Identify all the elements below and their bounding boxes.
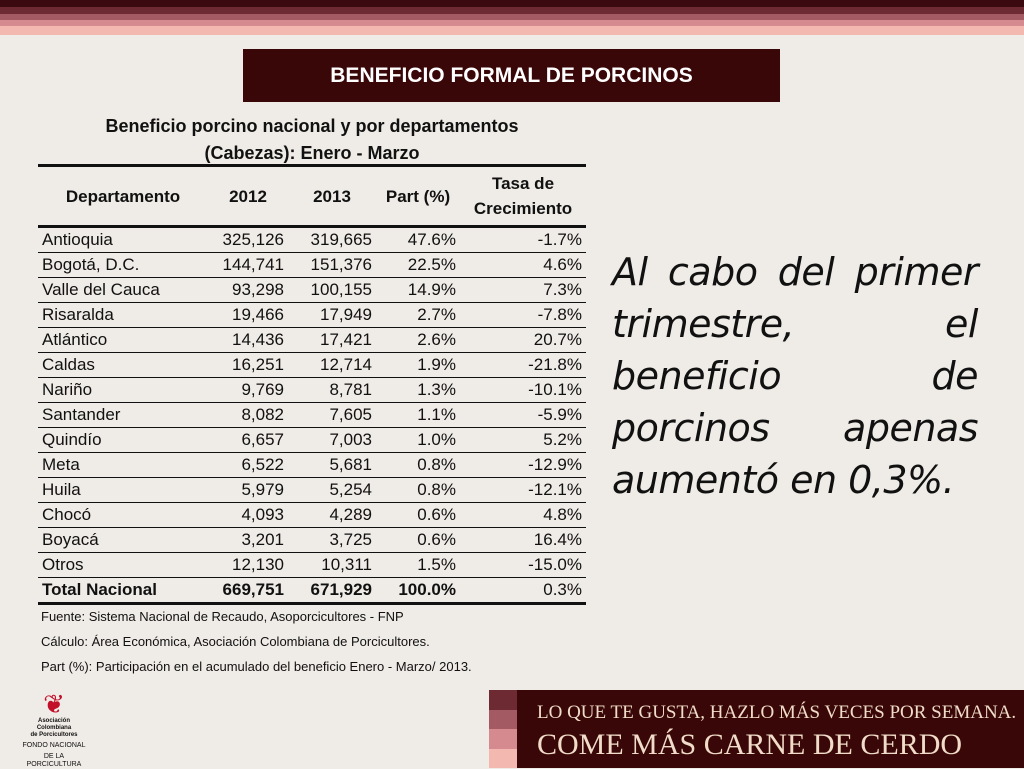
- cell-2013: 12,714: [288, 353, 376, 378]
- banner-headline: COME MÁS CARNE DE CERDO: [537, 728, 963, 761]
- data-table-wrapper: [38, 164, 586, 605]
- top-stripe-1: [0, 0, 1024, 7]
- cell-departamento: Total Nacional: [38, 578, 208, 604]
- banner-stripes: [489, 690, 517, 768]
- banner-slogan: LO QUE TE GUSTA, HAZLO MÁS VECES POR SEMANA.: [537, 702, 1017, 723]
- cell-2012: 669,751: [208, 578, 288, 604]
- cell-departamento: Santander: [38, 403, 208, 428]
- cell-departamento: Atlántico: [38, 328, 208, 353]
- table-title-line-2: (Cabezas): Enero - Marzo: [204, 143, 420, 163]
- header-2012: 2012: [208, 166, 288, 227]
- cell-2013: 10,311: [288, 553, 376, 578]
- cell-tasa: 7.3%: [460, 278, 586, 303]
- note-calculation: Cálculo: Área Económica, Asociación Colombiana de Porcicultores.: [41, 634, 430, 649]
- cell-2012: 16,251: [208, 353, 288, 378]
- pig-logo-icon: ❦: [43, 689, 65, 719]
- cell-part: 1.9%: [376, 353, 460, 378]
- table-row: [38, 227, 586, 253]
- cell-departamento: Chocó: [38, 503, 208, 528]
- cell-tasa: 4.6%: [460, 253, 586, 278]
- cell-tasa: -12.9%: [460, 453, 586, 478]
- cell-2012: 5,979: [208, 478, 288, 503]
- cell-2012: 325,126: [208, 227, 288, 253]
- cell-departamento: Bogotá, D.C.: [38, 253, 208, 278]
- cell-tasa: 20.7%: [460, 328, 586, 353]
- table-row: [38, 403, 586, 428]
- cell-2013: 17,949: [288, 303, 376, 328]
- cell-tasa: 16.4%: [460, 528, 586, 553]
- logo-org-line-3: de Porcicultores: [30, 732, 78, 738]
- slide-title: BENEFICIO FORMAL DE PORCINOS: [243, 49, 780, 102]
- cell-departamento: Antioquia: [38, 227, 208, 253]
- table-row: [38, 453, 586, 478]
- table-row: [38, 378, 586, 403]
- cell-tasa: -21.8%: [460, 353, 586, 378]
- cell-tasa: 5.2%: [460, 428, 586, 453]
- table-row: [38, 428, 586, 453]
- cell-tasa: -5.9%: [460, 403, 586, 428]
- cell-tasa: 4.8%: [460, 503, 586, 528]
- table-row: [38, 303, 586, 328]
- cell-part: 0.6%: [376, 528, 460, 553]
- header-tasa-line-2: Crecimiento: [473, 199, 573, 218]
- cell-2013: 5,254: [288, 478, 376, 503]
- cell-departamento: Boyacá: [38, 528, 208, 553]
- table-row: [38, 503, 586, 528]
- cell-2012: 19,466: [208, 303, 288, 328]
- table-row: [38, 478, 586, 503]
- header-departamento: Departamento: [38, 166, 208, 227]
- logo-org-line-1: Asociación: [37, 718, 70, 724]
- cell-2012: 144,741: [208, 253, 288, 278]
- table-row: [38, 253, 586, 278]
- note-part: Part (%): Participación en el acumulado del beneficio Enero - Marzo/ 2013.: [41, 659, 472, 674]
- cell-2012: 12,130: [208, 553, 288, 578]
- header-part: Part (%): [376, 166, 460, 227]
- table-header-row: [38, 166, 586, 227]
- cell-tasa: -1.7%: [460, 227, 586, 253]
- cell-2012: 93,298: [208, 278, 288, 303]
- cell-tasa: -10.1%: [460, 378, 586, 403]
- cell-2013: 319,665: [288, 227, 376, 253]
- cell-part: 0.8%: [376, 453, 460, 478]
- cell-part: 2.6%: [376, 328, 460, 353]
- cell-2013: 671,929: [288, 578, 376, 604]
- cell-2013: 151,376: [288, 253, 376, 278]
- cell-part: 1.5%: [376, 553, 460, 578]
- cell-2012: 6,657: [208, 428, 288, 453]
- summary-text: Al cabo del primer trimestre, el beneficio de porcinos apenas aumentó en 0,3%.: [612, 250, 978, 502]
- cell-departamento: Valle del Cauca: [38, 278, 208, 303]
- cell-tasa: 0.3%: [460, 578, 586, 604]
- table-notes: [41, 604, 472, 679]
- cell-tasa: -7.8%: [460, 303, 586, 328]
- cell-departamento: Meta: [38, 453, 208, 478]
- cell-2013: 100,155: [288, 278, 376, 303]
- data-table: [38, 164, 586, 605]
- cell-2012: 6,522: [208, 453, 288, 478]
- cell-part: 14.9%: [376, 278, 460, 303]
- cell-2012: 4,093: [208, 503, 288, 528]
- cell-part: 100.0%: [376, 578, 460, 604]
- top-stripe-2: [0, 7, 1024, 14]
- table-row: [38, 278, 586, 303]
- header-tasa: [460, 166, 586, 227]
- cell-departamento: Quindío: [38, 428, 208, 453]
- cell-2012: 3,201: [208, 528, 288, 553]
- cell-2013: 4,289: [288, 503, 376, 528]
- logo-org-line-2: Colombiana: [36, 725, 72, 731]
- logo-fund-line-2: DE LA PORCICULTURA: [26, 753, 82, 768]
- cell-2012: 14,436: [208, 328, 288, 353]
- table-row: [38, 528, 586, 553]
- cell-part: 47.6%: [376, 227, 460, 253]
- header-2013: 2013: [288, 166, 376, 227]
- cell-tasa: -12.1%: [460, 478, 586, 503]
- cell-part: 1.0%: [376, 428, 460, 453]
- cell-part: 0.6%: [376, 503, 460, 528]
- cell-departamento: Huila: [38, 478, 208, 503]
- cell-2013: 3,725: [288, 528, 376, 553]
- cell-part: 1.3%: [376, 378, 460, 403]
- cell-2013: 17,421: [288, 328, 376, 353]
- cell-part: 22.5%: [376, 253, 460, 278]
- cell-departamento: Caldas: [38, 353, 208, 378]
- cell-2013: 7,003: [288, 428, 376, 453]
- table-title: [38, 113, 586, 167]
- table-title-line-1: Beneficio porcino nacional y por departamentos: [105, 116, 519, 136]
- cell-departamento: Otros: [38, 553, 208, 578]
- table-row: [38, 353, 586, 378]
- table-row: [38, 328, 586, 353]
- cell-2013: 7,605: [288, 403, 376, 428]
- table-row: [38, 553, 586, 578]
- cell-2012: 9,769: [208, 378, 288, 403]
- cell-part: 1.1%: [376, 403, 460, 428]
- table-total-row: [38, 578, 586, 604]
- cell-part: 2.7%: [376, 303, 460, 328]
- cell-departamento: Risaralda: [38, 303, 208, 328]
- cell-part: 0.8%: [376, 478, 460, 503]
- porcicultores-logo: [18, 690, 90, 769]
- campaign-banner: [489, 690, 1024, 768]
- note-source: Fuente: Sistema Nacional de Recaudo, Asoporcicultores - FNP: [41, 609, 404, 624]
- logo-fund-line-1: FONDO NACIONAL: [22, 742, 86, 749]
- cell-tasa: -15.0%: [460, 553, 586, 578]
- header-tasa-line-1: Tasa de: [491, 174, 555, 193]
- cell-2013: 8,781: [288, 378, 376, 403]
- cell-departamento: Nariño: [38, 378, 208, 403]
- cell-2013: 5,681: [288, 453, 376, 478]
- top-stripe-5: [0, 26, 1024, 35]
- cell-2012: 8,082: [208, 403, 288, 428]
